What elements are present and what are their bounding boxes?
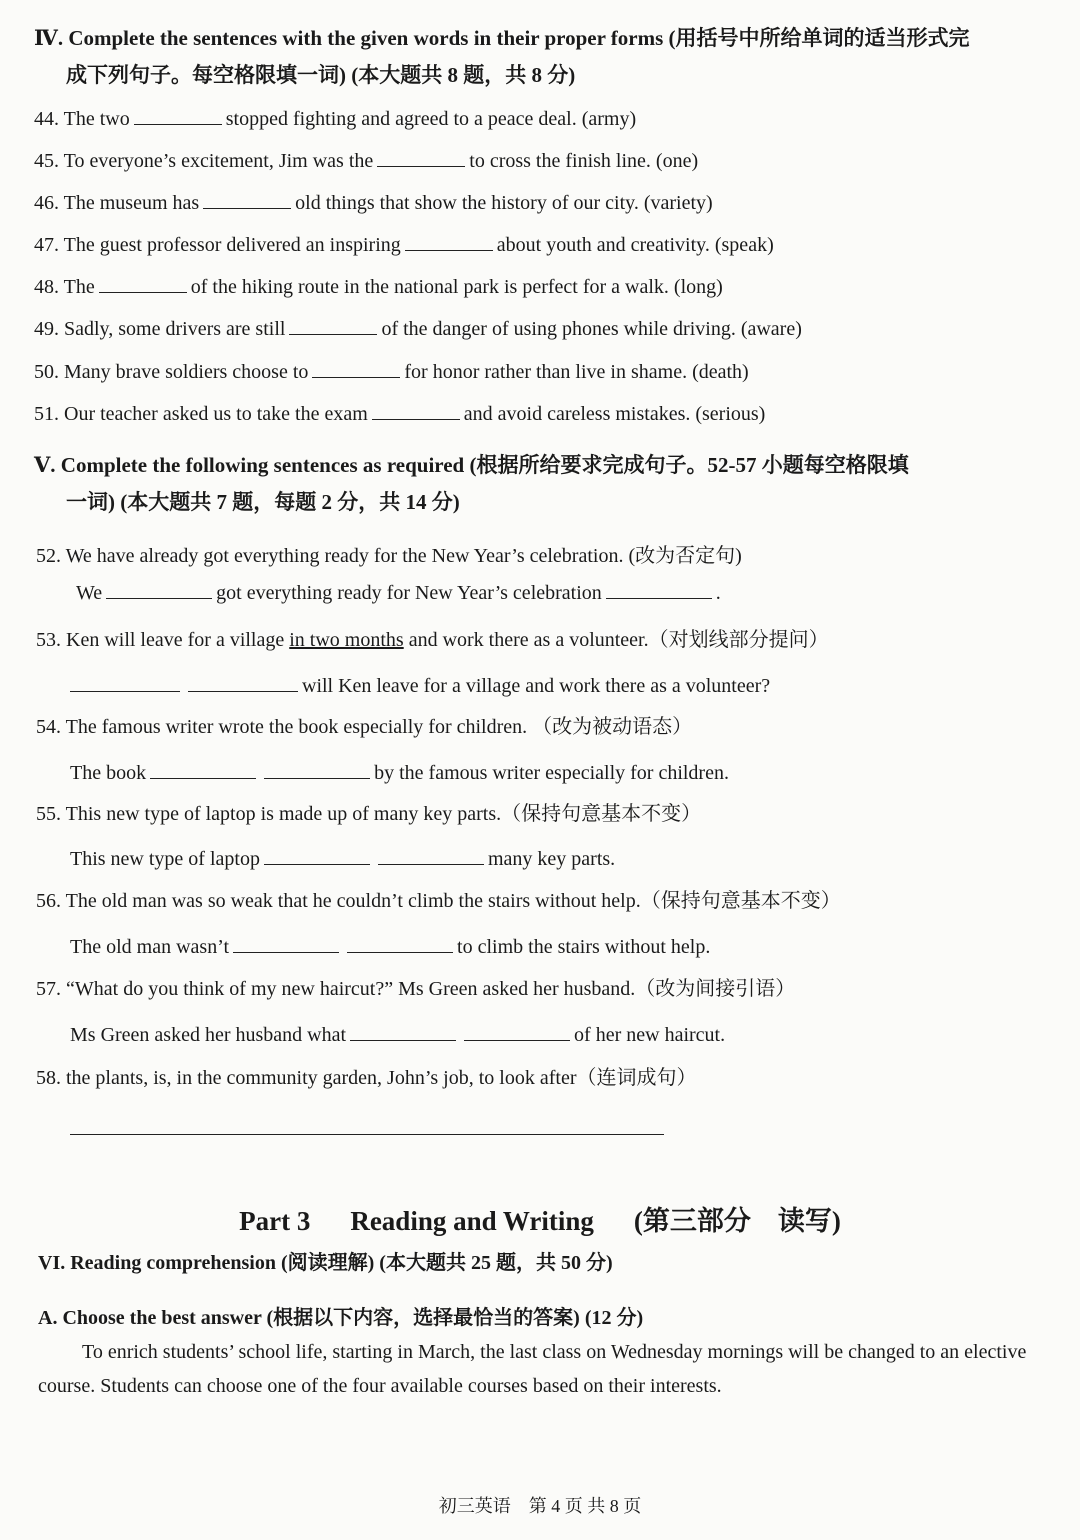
q51-text-pre: 51. Our teacher asked us to take the exam xyxy=(34,403,368,425)
a56-blank-1[interactable] xyxy=(233,934,339,953)
q48-text-pre: 48. The xyxy=(34,276,95,298)
q46-text-post: old things that show the history of our city. (variety) xyxy=(295,192,713,214)
section-4-title-line2: 成下列句子。每空格限填一词) (本大题共 8 题，共 8 分) xyxy=(66,63,576,87)
question-48 xyxy=(34,274,723,300)
answer-53 xyxy=(70,673,770,699)
question-55: 55. This new type of laptop is made up of many key parts.（保持句意基本不变） xyxy=(36,803,702,825)
question-53 xyxy=(36,627,829,653)
part-3-label: Part 3 xyxy=(239,1206,311,1236)
question-47 xyxy=(34,232,774,258)
q51-blank[interactable] xyxy=(372,401,460,420)
section-6-heading: VI. Reading comprehension (阅读理解) (本大题共 25 题，共 50 分) xyxy=(38,1252,613,1274)
q44-text-pre: 44. The two xyxy=(34,108,130,130)
a52-text-mid: got everything ready for New Year’s celebration xyxy=(216,582,602,604)
q45-text-pre: 45. To everyone’s excitement, Jim was the xyxy=(34,150,374,172)
part-3-title xyxy=(0,1203,1080,1239)
answer-55 xyxy=(70,846,615,872)
a55-blank-1[interactable] xyxy=(264,846,370,865)
question-49 xyxy=(34,316,802,342)
q45-blank[interactable] xyxy=(377,148,465,167)
question-51 xyxy=(34,401,765,427)
a54-blank-1[interactable] xyxy=(150,760,256,779)
answer-54 xyxy=(70,760,729,786)
answer-56 xyxy=(70,934,710,960)
a55-text-post: many key parts. xyxy=(487,848,616,870)
answer-57 xyxy=(70,1022,725,1048)
a57-blank-1[interactable] xyxy=(350,1022,456,1041)
q46-blank[interactable] xyxy=(203,190,291,209)
reading-paragraph: To enrich students’ school life, starting in March, the last class on Wednesday mornings will be changed to an elective course. Students can choose one of the four available courses based on their interests. xyxy=(38,1341,1027,1397)
q47-text-pre: 47. The guest professor delivered an inspiring xyxy=(34,234,401,256)
q50-text-post: for honor rather than live in shame. (death) xyxy=(404,361,749,383)
q47-blank[interactable] xyxy=(405,232,493,251)
section-4-heading xyxy=(34,20,1034,94)
q53-text-post: and work there as a volunteer.（对划线部分提问） xyxy=(408,629,829,651)
q47-text-post: about youth and creativity. (speak) xyxy=(496,234,774,256)
q45-text-post: to cross the finish line. (one) xyxy=(469,150,699,172)
q50-text-pre: 50. Many brave soldiers choose to xyxy=(34,361,309,383)
answer-58-line[interactable] xyxy=(70,1134,664,1135)
a54-text-pre: The book xyxy=(70,762,147,784)
question-46 xyxy=(34,190,713,216)
q44-blank[interactable] xyxy=(134,106,222,125)
a52-text-post: . xyxy=(715,582,721,604)
q49-text-post: of the danger of using phones while driving. (aware) xyxy=(381,318,802,340)
section-5-heading xyxy=(34,447,1034,521)
a53-text-post: will Ken leave for a village and work there as a volunteer? xyxy=(302,675,771,697)
a57-text-pre: Ms Green asked her husband what xyxy=(70,1024,347,1046)
a54-text-post: by the famous writer especially for children. xyxy=(374,762,729,784)
a55-text-pre: This new type of laptop xyxy=(70,848,260,870)
part-3-chinese: (第三部分 读写) xyxy=(633,1206,841,1236)
a56-text-post: to climb the stairs without help. xyxy=(457,936,711,958)
a56-text-pre: The old man wasn’t xyxy=(70,936,230,958)
q49-blank[interactable] xyxy=(289,316,377,335)
a56-blank-2[interactable] xyxy=(347,934,453,953)
q53-text-pre: 53. Ken will leave for a village xyxy=(36,629,285,651)
subsection-a-heading: A. Choose the best answer (根据以下内容，选择最恰当的答案) (12 分) xyxy=(38,1307,644,1329)
a55-blank-2[interactable] xyxy=(378,846,484,865)
answer-52 xyxy=(76,580,721,606)
question-54: 54. The famous writer wrote the book especially for children. （改为被动语态） xyxy=(36,716,693,738)
question-50 xyxy=(34,359,749,385)
a52-text-pre: We xyxy=(76,582,103,604)
q46-text-pre: 46. The museum has xyxy=(34,192,200,214)
question-57: 57. “What do you think of my new haircut?” Ms Green asked her husband.（改为间接引语） xyxy=(36,978,796,1000)
section-5-title-line1: Ⅴ. Complete the following sentences as required (根据所给要求完成句子。52-57 小题每空格限填 xyxy=(34,453,909,477)
a57-text-post: of her new haircut. xyxy=(574,1024,726,1046)
question-44 xyxy=(34,106,636,132)
question-45 xyxy=(34,148,698,174)
q48-text-post: of the hiking route in the national park is perfect for a walk. (long) xyxy=(190,276,723,298)
a53-blank-2[interactable] xyxy=(188,673,298,692)
a54-blank-2[interactable] xyxy=(264,760,370,779)
a52-blank-1[interactable] xyxy=(106,580,212,599)
part-3-name: Reading and Writing xyxy=(350,1206,594,1236)
q49-text-pre: 49. Sadly, some drivers are still xyxy=(34,318,286,340)
a53-blank-1[interactable] xyxy=(70,673,180,692)
page-footer: 初三英语 第 4 页 共 8 页 xyxy=(438,1496,642,1516)
a52-blank-2[interactable] xyxy=(606,580,712,599)
q48-blank[interactable] xyxy=(99,274,187,293)
question-52: 52. We have already got everything ready for the New Year’s celebration. (改为否定句) xyxy=(36,545,742,567)
question-56: 56. The old man was so weak that he couldn’t climb the stairs without help.（保持句意基本不变） xyxy=(36,890,841,912)
q51-text-post: and avoid careless mistakes. (serious) xyxy=(463,403,766,425)
section-4-title-line1: Ⅳ. Complete the sentences with the given words in their proper forms (用括号中所给单词的适当形式完 xyxy=(34,26,970,50)
q44-text-post: stopped fighting and agreed to a peace deal. (army) xyxy=(225,108,637,130)
q53-underlined-phrase: in two months xyxy=(289,629,404,651)
section-5-title-line2: 一词) (本大题共 7 题，每题 2 分，共 14 分) xyxy=(66,490,460,514)
question-58: 58. the plants, is, in the community garden, John’s job, to look after（连词成句） xyxy=(36,1067,697,1089)
a57-blank-2[interactable] xyxy=(464,1022,570,1041)
q50-blank[interactable] xyxy=(312,359,400,378)
